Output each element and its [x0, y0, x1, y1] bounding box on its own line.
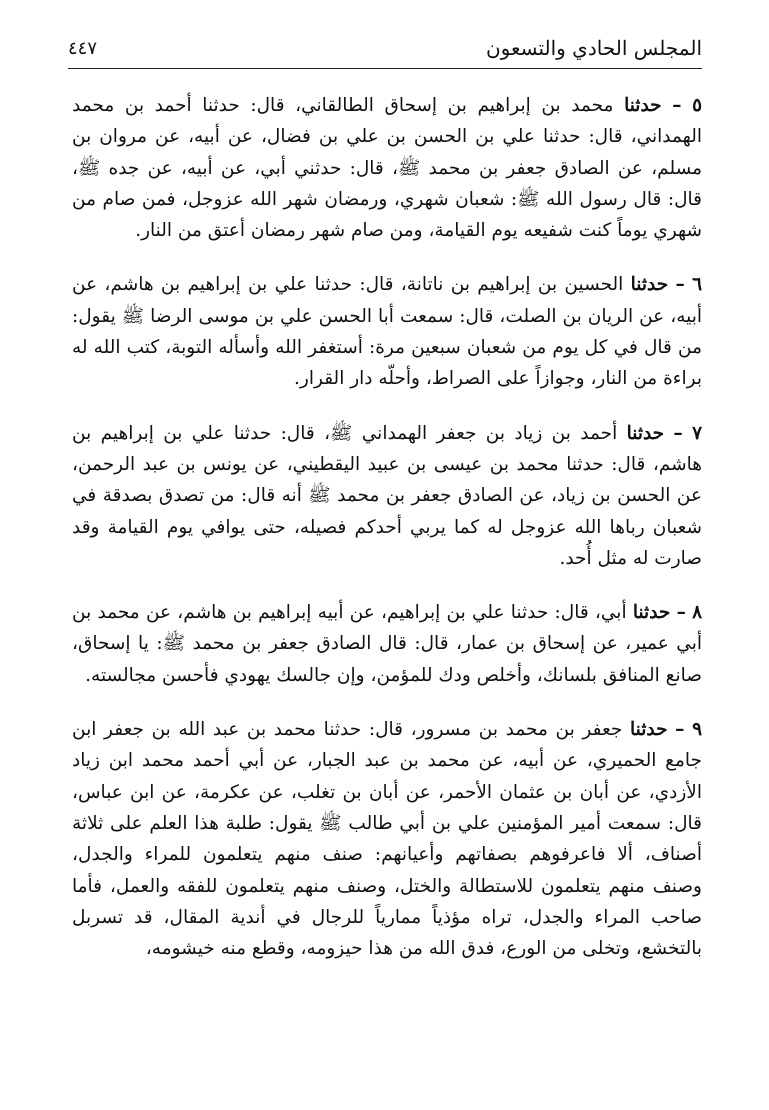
hadith-paragraph-5 — [72, 90, 702, 246]
hadith-number: ٦ — [692, 274, 703, 296]
number-dash: – — [675, 274, 685, 296]
hadith-number: ٥ — [692, 95, 702, 116]
number-dash: – — [672, 95, 682, 116]
number-dash: – — [675, 719, 685, 741]
hadith-text: أبي، قال: حدثنا علي بن إبراهيم، عن أبيه إبراهيم بن هاشم، عن محمد بن أبي عمير، عن إسحاق بن عمار، قال: قال الصادق جعفر بن محمد ﷺ: يا إسحاق، صانع المنافق بلسانك، وأخلص ودك للمؤمن، وإن جالسك يهودي فأحسن مجالسته. — [72, 602, 702, 686]
page-header — [68, 28, 702, 68]
hadith-number: ٨ — [692, 602, 702, 624]
hadith-text: أحمد بن زياد بن جعفر الهمداني ﷺ، قال: حدثنا علي بن إبراهيم بن هاشم، قال: حدثنا محمد بن عيسى بن عبيد اليقطيني، عن يونس بن عبد الرحمن، عن الحسن بن زياد، عن الصادق جعفر بن محمد ﷺ أنه قال: من تصدق بصدقة في شعبان رباها الله عزوجل له كما يربي أحدكم فصيله، حتى يوافي يوم القيامة وقد صارت له مثل أُحد. — [72, 422, 702, 569]
hadith-text: الحسين بن إبراهيم بن ناتانة، قال: حدثنا علي بن إبراهيم بن هاشم، عن أبيه، عن الريان بن الصلت، قال: سمعت أبا الحسن علي بن موسى الرضا ﷺ يقول: من قال في كل يوم من شعبان سبعين مرة: أستغفر الله وأسأله التوبة، كتب الله له براءة من النار، وجوازاً على الصراط، وأحلّه دار القرار. — [72, 274, 702, 390]
number-dash: – — [676, 602, 686, 624]
hadith-text: جعفر بن محمد بن مسرور، قال: حدثنا محمد بن عبد الله بن جعفر ابن جامع الحميري، عن أبيه، عن محمد بن عبد الجبار، عن أبي أحمد محمد ابن زياد الأزدي، عن أبان بن عثمان الأحمر، عن أبان بن تغلب، عن عكرمة، عن ابن عباس، قال: سمعت أمير المؤمنين علي بن أبي طالب ﷺ يقول: طلبة هذا العلم على ثلاثة أصناف، ألا فاعرفوهم بصفاتهم وأعيانهم: صنف منهم يتعلمون للمراء والجدل، وصنف منهم يتعلمون للاستطالة والختل، وصنف منهم يتعلمون للفقه والعمل، فأما صاحب المراء والجدل، تراه مؤذياً ممارياً للرجال في أندية المقال، قد تسربل بالتخشع، وتخلى من الورع، فدق الله من هذا حيزومه، وقطع منه خيشومه، — [72, 719, 702, 960]
header-divider — [68, 68, 702, 69]
lead-word: حدثنا — [629, 719, 668, 741]
hadith-number: ٩ — [692, 719, 702, 741]
page-body — [72, 90, 702, 987]
number-dash: – — [673, 422, 683, 444]
hadith-paragraph-6 — [72, 269, 702, 394]
lead-word: حدثنا — [626, 422, 665, 444]
hadith-paragraph-8 — [72, 597, 702, 691]
hadith-paragraph-9 — [72, 714, 702, 964]
hadith-paragraph-7 — [72, 418, 702, 574]
chapter-title: المجلس الحادي والتسعون — [485, 36, 702, 60]
hadith-text: محمد بن إبراهيم بن إسحاق الطالقاني، قال: حدثنا أحمد بن محمد الهمداني، قال: حدثنا علي بن الحسن بن علي بن فضال، عن أبيه، عن مروان بن مسلم، عن الصادق جعفر بن محمد ﷺ، قال: حدثني أبي، عن أبيه، عن جده ﷺ، قال: قال رسول الله ﷺ: شعبان شهري، ورمضان شهر الله عزوجل، فمن صام من شهري يوماً كنت شفيعه يوم القيامة، ومن صام شهر رمضان أعتق من النار. — [72, 95, 702, 242]
lead-word: حدثنا — [624, 95, 662, 116]
lead-word: حدثنا — [632, 602, 671, 624]
lead-word: حدثنا — [630, 274, 669, 296]
hadith-number: ٧ — [692, 422, 703, 444]
page-number: ٤٤٧ — [68, 38, 98, 59]
